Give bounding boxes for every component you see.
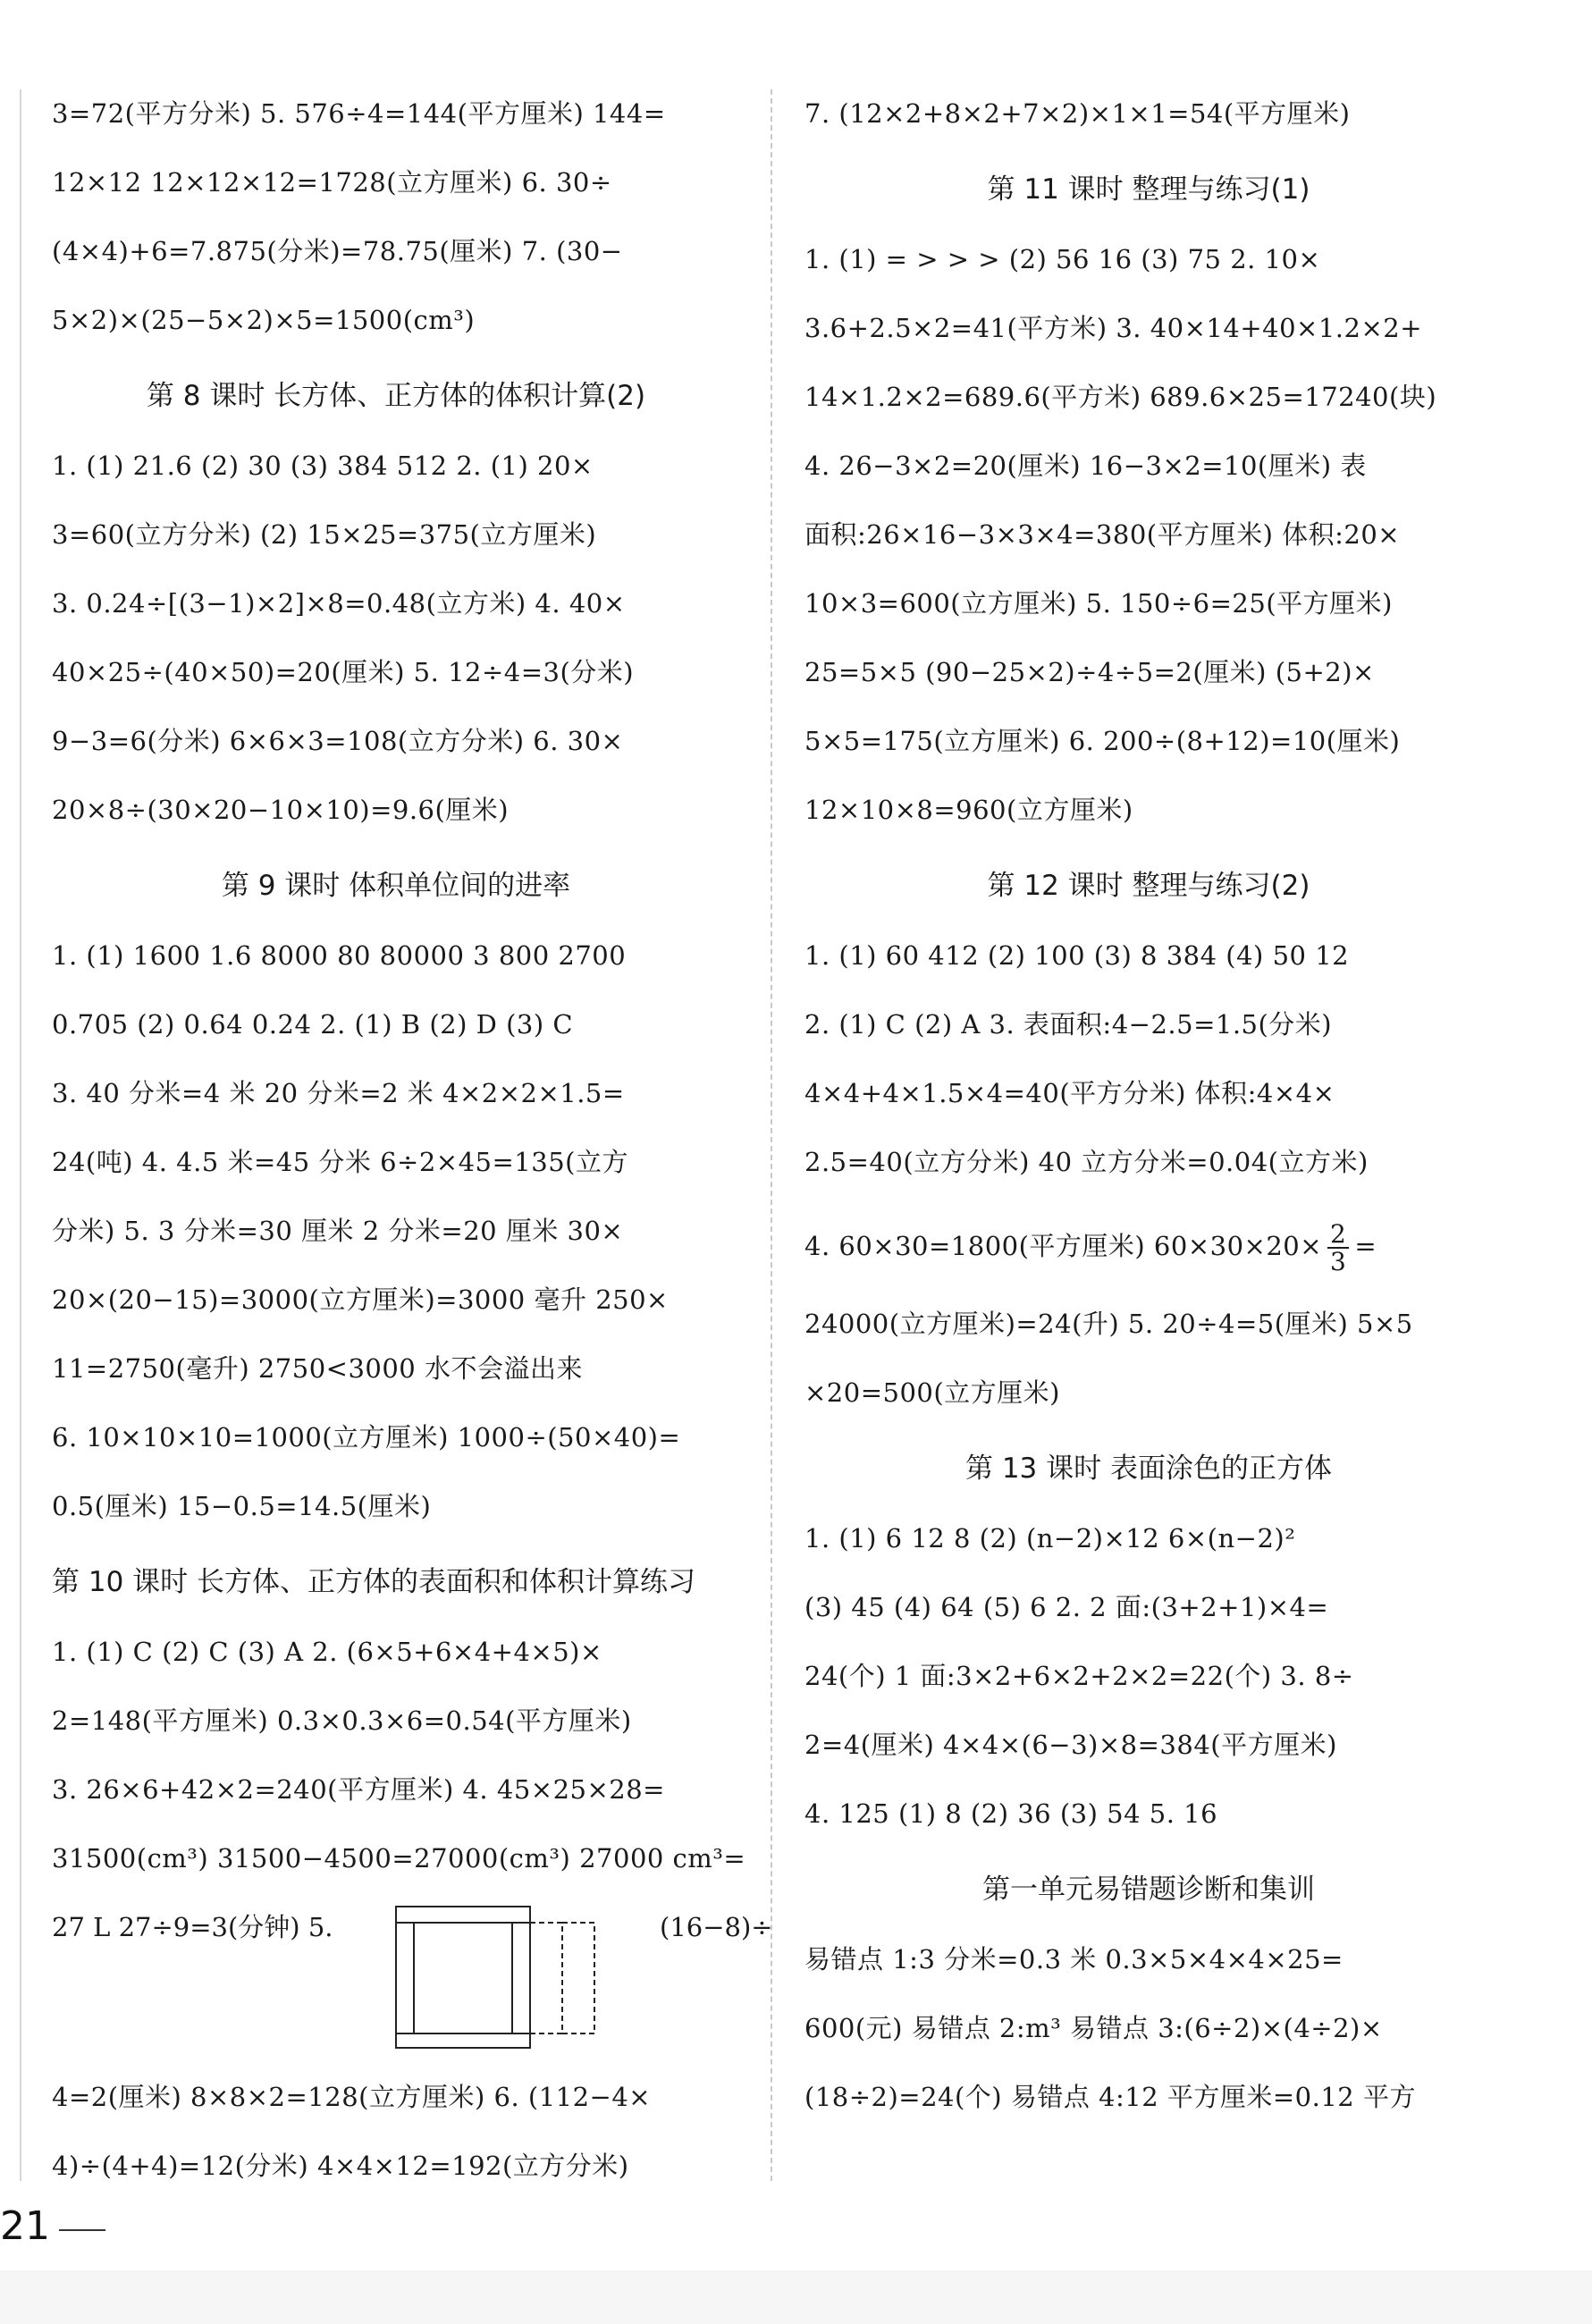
answer-line: 12×10×8=960(立方厘米) bbox=[804, 795, 1133, 825]
figure-line bbox=[52, 1896, 773, 2066]
lesson-heading: 第 9 课时 体积单位间的进率 bbox=[221, 870, 571, 902]
figure-line-after: (16−8)÷ bbox=[660, 1912, 773, 1942]
lesson-heading: 第 13 课时 表面涂色的正方体 bbox=[964, 1452, 1332, 1485]
answer-line: 10×3=600(立方厘米) 5. 150÷6=25(平方厘米) bbox=[804, 588, 1393, 619]
answer-line: 2=4(厘米) 4×4×(6−3)×8=384(平方厘米) bbox=[804, 1730, 1337, 1760]
left-margin-rule bbox=[20, 89, 21, 2181]
net-inner-rect bbox=[414, 1923, 512, 2034]
answer-line: 0.5(厘米) 15−0.5=14.5(厘米) bbox=[52, 1491, 432, 1521]
answer-line: 3. 0.24÷[(3−1)×2]×8=0.48(立方米) 4. 40× bbox=[52, 588, 626, 619]
lesson-heading: 第 12 课时 整理与练习(2) bbox=[987, 870, 1310, 902]
answer-line: 40×25÷(40×50)=20(厘米) 5. 12÷4=3(分米) bbox=[52, 657, 635, 687]
answer-line: (18÷2)=24(个) 易错点 4:12 平方厘米=0.12 平方 bbox=[804, 2082, 1416, 2112]
page-number-dash bbox=[59, 2229, 105, 2231]
net-outer-rect bbox=[396, 1907, 530, 2048]
answer-line: 4. 125 (1) 8 (2) 36 (3) 54 5. 16 bbox=[804, 1798, 1218, 1829]
answer-line: 0.705 (2) 0.64 0.24 2. (1) B (2) D (3) C bbox=[52, 1009, 574, 1040]
column-divider bbox=[771, 89, 772, 2181]
fraction-numerator: 2 bbox=[1327, 1221, 1349, 1249]
answer-line: 9−3=6(分米) 6×6×3=108(立方分米) 6. 30× bbox=[52, 726, 624, 756]
fraction-line-after: = bbox=[1354, 1231, 1377, 1261]
answer-line: 分米) 5. 3 分米=30 厘米 2 分米=20 厘米 30× bbox=[52, 1216, 624, 1246]
answer-line: 1. (1) C (2) C (3) A 2. (6×5+6×4+4×5)× bbox=[52, 1637, 602, 1667]
fraction-line-before: 4. 60×30=1800(平方厘米) 60×30×20× bbox=[804, 1231, 1323, 1261]
answer-line: 24(个) 1 面:3×2+6×2+2×2=22(个) 3. 8÷ bbox=[804, 1661, 1354, 1691]
answer-line: 6. 10×10×10=1000(立方厘米) 1000÷(50×40)= bbox=[52, 1422, 681, 1452]
answer-line: 3=60(立方分米) (2) 15×25=375(立方厘米) bbox=[52, 519, 597, 550]
answer-line: 7. (12×2+8×2+7×2)×1×1=54(平方厘米) bbox=[804, 98, 1351, 129]
answer-line: 面积:26×16−3×3×4=380(平方厘米) 体积:20× bbox=[804, 519, 1401, 550]
answer-line: 1. (1) 21.6 (2) 30 (3) 384 512 2. (1) 20× bbox=[52, 450, 594, 481]
answer-line: 20×(20−15)=3000(立方厘米)=3000 毫升 250× bbox=[52, 1284, 669, 1315]
figure-line-before: 27 L 27÷9=3(分钟) 5. bbox=[52, 1912, 333, 1942]
page-number: 21 bbox=[0, 2203, 50, 2249]
net-dashed-flap-2 bbox=[562, 1923, 594, 2034]
answer-line: 4=2(厘米) 8×8×2=128(立方厘米) 6. (112−4× bbox=[52, 2082, 652, 2112]
answer-line: 5×2)×(25−5×2)×5=1500(cm³) bbox=[52, 305, 476, 335]
answer-line: 11=2750(毫升) 2750<3000 水不会溢出来 bbox=[52, 1353, 583, 1384]
right-column bbox=[804, 82, 1493, 2135]
net-dashed-flap-1 bbox=[530, 1923, 562, 2034]
lesson-heading: 第 8 课时 长方体、正方体的体积计算(2) bbox=[146, 380, 646, 412]
fraction-denominator: 3 bbox=[1330, 1247, 1347, 1276]
answer-line: 14×1.2×2=689.6(平方米) 689.6×25=17240(块) bbox=[804, 382, 1437, 412]
answer-line: 2. (1) C (2) A 3. 表面积:4−2.5=1.5(分米) bbox=[804, 1009, 1333, 1040]
answer-line: 24000(立方厘米)=24(升) 5. 20÷4=5(厘米) 5×5 bbox=[804, 1309, 1413, 1339]
answer-line: 31500(cm³) 31500−4500=27000(cm³) 27000 cm³= bbox=[52, 1843, 746, 1874]
answer-line: 易错点 1:3 分米=0.3 米 0.3×5×4×4×25= bbox=[804, 1944, 1344, 1975]
answer-line: 2=148(平方厘米) 0.3×0.3×6=0.54(平方厘米) bbox=[52, 1705, 632, 1736]
answer-line: 12×12 12×12×12=1728(立方厘米) 6. 30÷ bbox=[52, 167, 612, 198]
answer-line: 1. (1) 60 412 (2) 100 (3) 8 384 (4) 50 12 bbox=[804, 940, 1350, 971]
answer-line: 600(元) 易错点 2:m³ 易错点 3:(6÷2)×(4÷2)× bbox=[804, 2013, 1383, 2043]
answer-line: 3.6+2.5×2=41(平方米) 3. 40×14+40×1.2×2+ bbox=[804, 313, 1422, 343]
answer-line: 3. 26×6+42×2=240(平方厘米) 4. 45×25×28= bbox=[52, 1774, 665, 1805]
answer-line: 1. (1) 6 12 8 (2) (n−2)×12 6×(n−2)² bbox=[804, 1523, 1296, 1554]
answer-line: 25=5×5 (90−25×2)÷4÷5=2(厘米) (5+2)× bbox=[804, 657, 1375, 687]
answer-line: 3=72(平方分米) 5. 576÷4=144(平方厘米) 144= bbox=[52, 98, 666, 129]
answer-line: 24(吨) 4. 4.5 米=45 分米 6÷2×45=135(立方 bbox=[52, 1147, 628, 1177]
fraction-two-thirds bbox=[1327, 1218, 1349, 1276]
lesson-heading: 第 10 课时 长方体、正方体的表面积和体积计算练习 bbox=[52, 1566, 696, 1598]
answer-line: 4×4+4×1.5×4=40(平方分米) 体积:4×4× bbox=[804, 1078, 1335, 1108]
answer-line: 4. 26−3×2=20(厘米) 16−3×2=10(厘米) 表 bbox=[804, 450, 1367, 481]
answer-line: 1. (1) 1600 1.6 8000 80 80000 3 800 2700 bbox=[52, 940, 627, 971]
lesson-heading: 第 11 课时 整理与练习(1) bbox=[987, 173, 1310, 206]
answer-line: 2.5=40(立方分米) 40 立方分米=0.04(立方米) bbox=[804, 1147, 1369, 1177]
fraction-line bbox=[804, 1200, 1493, 1293]
answer-line: 3. 40 分米=4 米 20 分米=2 米 4×2×2×1.5= bbox=[52, 1078, 625, 1108]
answer-line: 20×8÷(30×20−10×10)=9.6(厘米) bbox=[52, 795, 510, 825]
answer-line: 1. (1) = > > > (2) 56 16 (3) 75 2. 10× bbox=[804, 244, 1321, 274]
bottom-margin bbox=[0, 2270, 1592, 2324]
lesson-heading: 第一单元易错题诊断和集训 bbox=[982, 1874, 1315, 1906]
answer-line: 5×5=175(立方厘米) 6. 200÷(8+12)=10(厘米) bbox=[804, 726, 1401, 756]
answer-line: (3) 45 (4) 64 (5) 6 2. 2 面:(3+2+1)×4= bbox=[804, 1592, 1329, 1622]
answer-line: 4)÷(4+4)=12(分米) 4×4×12=192(立方分米) bbox=[52, 2151, 629, 2181]
box-net-figure bbox=[378, 1901, 646, 2053]
answer-line: ×20=500(立方厘米) bbox=[804, 1377, 1060, 1408]
answer-line: (4×4)+6=7.875(分米)=78.75(厘米) 7. (30− bbox=[52, 236, 623, 266]
left-column bbox=[52, 82, 773, 2203]
